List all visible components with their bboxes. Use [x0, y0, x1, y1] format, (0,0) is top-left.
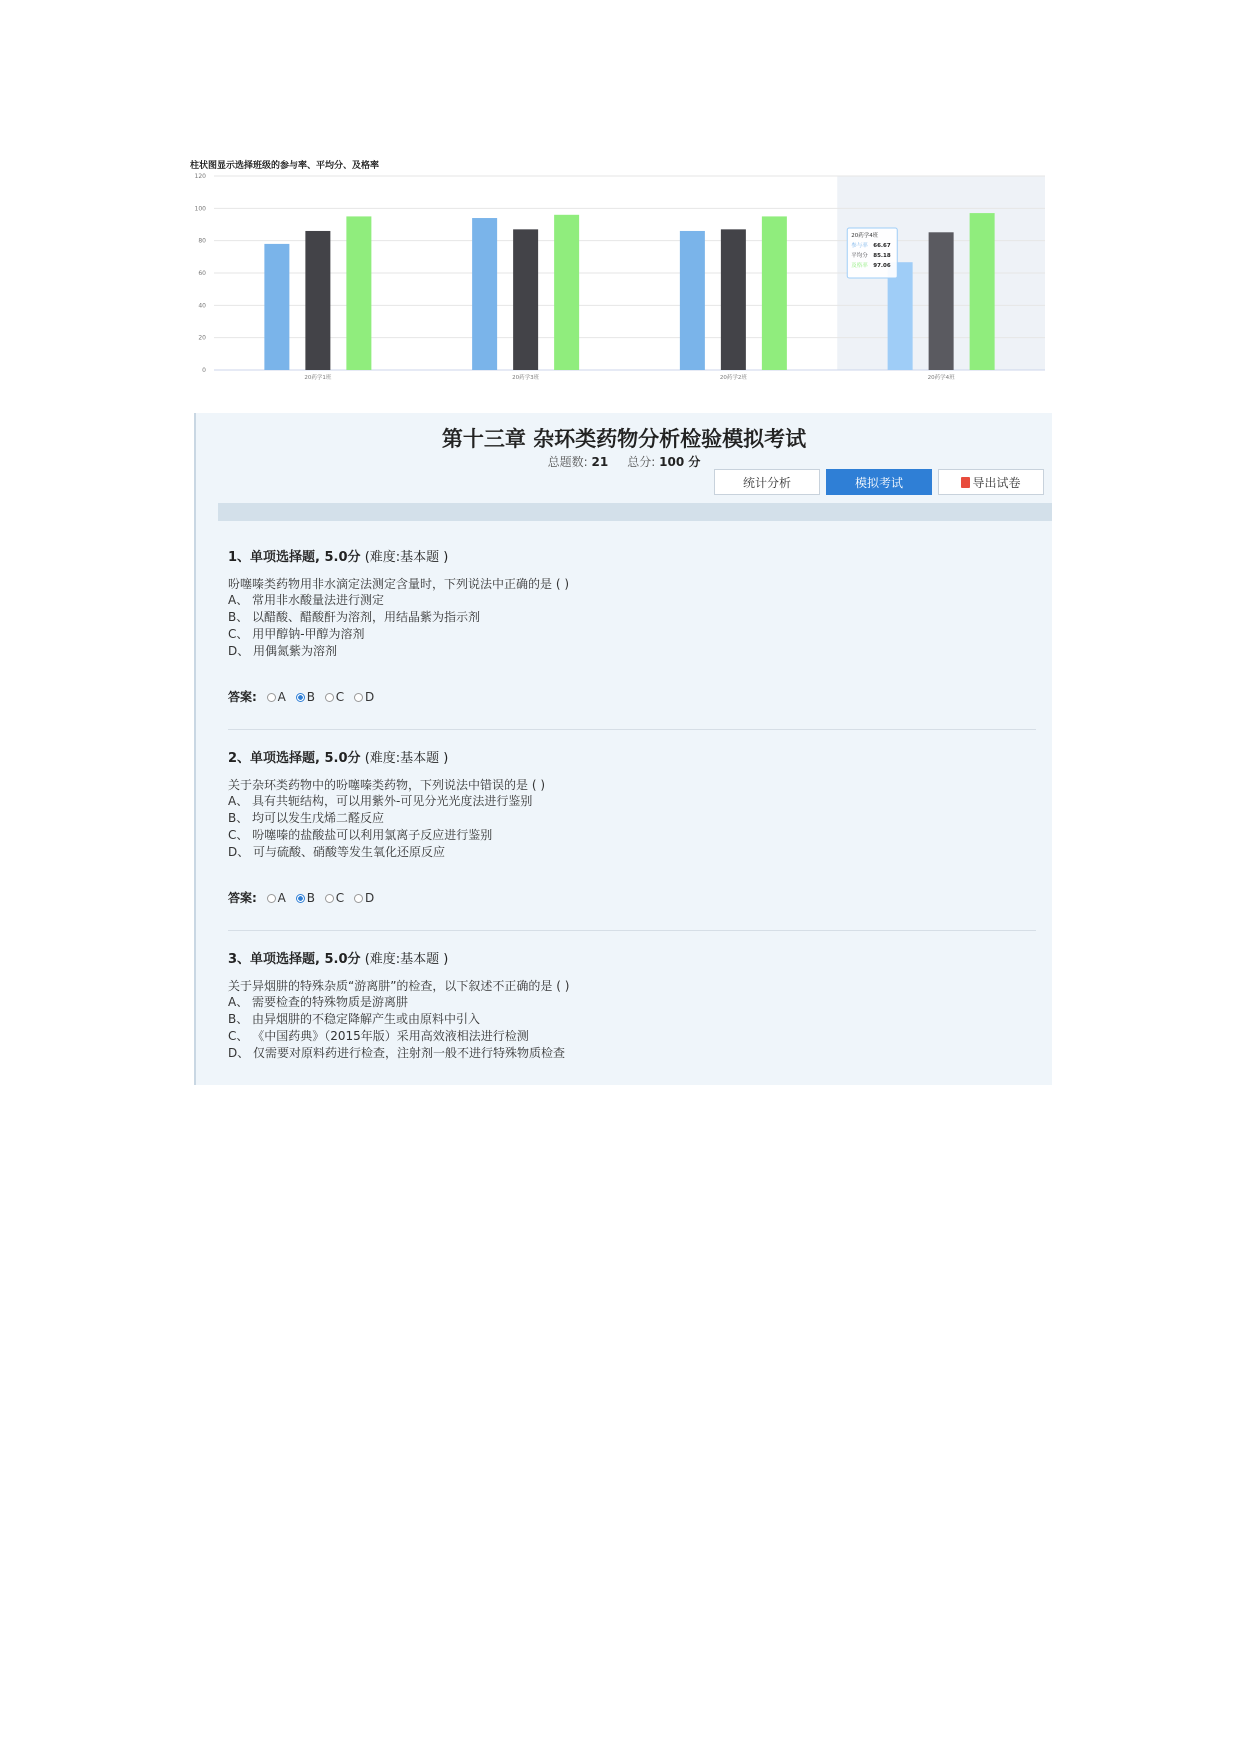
question-number: 1、单项选择题, 5.0分: [228, 550, 361, 565]
bar-3: [970, 213, 995, 370]
choice-a-label: A: [277, 891, 286, 905]
tooltip-value: 66.67: [873, 243, 891, 249]
question-1: [228, 546, 1044, 705]
radio-a[interactable]: [267, 894, 276, 903]
question-2: [228, 747, 1044, 906]
y-tick-label: 120: [194, 173, 206, 180]
bar-3: [762, 216, 787, 370]
export-label: 导出试卷: [972, 476, 1021, 490]
toolbar-strip: [218, 503, 1052, 521]
radio-d[interactable]: [354, 693, 363, 702]
difficulty: (难度:基本题 ): [364, 952, 449, 967]
tooltip-label: 及格率: [851, 263, 868, 269]
option-b: B、 均可以发生戊烯二醛反应: [228, 811, 385, 825]
question-stem: 关于异烟肼的特殊杂质“游离肼”的检查，以下叙述不正确的是 ( ): [228, 979, 570, 993]
option-d: D、 用偶氮紫为溶剂: [228, 644, 338, 658]
score-value: 100 分: [659, 455, 701, 469]
option-a: A、 需要检查的特殊物质是游离肼: [228, 995, 409, 1009]
question-3: [228, 948, 1044, 1062]
answer-row: [228, 688, 1044, 705]
divider: [228, 930, 1036, 931]
question-stem: 关于杂环类药物中的吩噻嗪类药物，下列说法中错误的是 ( ): [228, 778, 545, 792]
choice-d-label: D: [364, 891, 375, 905]
option-a: A、 常用非水酸量法进行测定: [228, 593, 385, 607]
tooltip-value: 97.06: [873, 263, 891, 269]
chart-svg: [190, 170, 1050, 390]
stats-button[interactable]: 统计分析: [714, 469, 820, 495]
page-title: 第十三章 杂环类药物分析检验模拟考试: [441, 427, 807, 451]
y-tick-label: 20: [198, 334, 206, 342]
y-tick-label: 60: [198, 270, 206, 277]
radio-d[interactable]: [354, 894, 363, 903]
choice-d-label: D: [364, 690, 375, 704]
option-d: D、 可与硫酸、硝酸等发生氧化还原反应: [228, 845, 446, 859]
y-tick-label: 80: [198, 237, 206, 245]
bar-2: [513, 229, 538, 370]
mock-exam-button[interactable]: 模拟考试: [826, 469, 932, 495]
count-value: 21: [591, 455, 609, 469]
choice-c-label: C: [335, 690, 345, 704]
y-tick-label: 100: [194, 205, 206, 213]
bar-1: [680, 231, 705, 370]
difficulty: (难度:基本题 ): [364, 751, 449, 766]
export-paper-button[interactable]: [938, 469, 1044, 495]
answer-label: 答案:: [228, 690, 257, 704]
bar-3: [554, 215, 579, 370]
tooltip-label: 参与率: [851, 243, 868, 249]
count-label: 总题数:: [547, 455, 588, 469]
divider: [228, 729, 1036, 730]
choice-b-label: B: [306, 690, 315, 704]
bar-3: [346, 216, 371, 370]
question-stem: 吩噻嗪类药物用非水滴定法测定含量时，下列说法中正确的是 ( ): [228, 577, 569, 591]
bar-2: [305, 231, 330, 370]
exam-meta: [196, 453, 1052, 470]
bar-1: [472, 218, 497, 370]
bar-2: [721, 229, 746, 370]
bar-2: [929, 232, 954, 370]
y-tick-label: 0: [202, 367, 206, 374]
option-b: B、 由异烟肼的不稳定降解产生或由原料中引入: [228, 1012, 481, 1026]
radio-c[interactable]: [325, 894, 334, 903]
x-tick-label: 20药学3班: [512, 375, 540, 381]
radio-b[interactable]: [296, 693, 305, 702]
x-tick-label: 20药学2班: [719, 375, 747, 381]
radio-c[interactable]: [325, 693, 334, 702]
question-number: 3、单项选择题, 5.0分: [228, 952, 361, 967]
x-tick-label: 20药学1班: [304, 375, 332, 381]
choice-c-label: C: [335, 891, 345, 905]
answer-row: [228, 889, 1044, 906]
option-c: C、 《中国药典》（2015年版）采用高效液相法进行检测: [228, 1029, 529, 1043]
exam-panel: [194, 413, 1052, 1085]
class-stats-chart: [190, 158, 1050, 390]
x-tick-label: 20药学4班: [927, 375, 955, 381]
chart-title: 柱状图显示选择班级的参与率、平均分、及格率: [190, 161, 380, 171]
radio-a[interactable]: [267, 693, 276, 702]
option-c: C、 用甲醇钠-甲醇为溶剂: [228, 627, 365, 641]
tooltip-value: 85.18: [873, 253, 891, 259]
option-c: C、 吩噻嗪的盐酸盐可以利用氯离子反应进行鉴别: [228, 828, 493, 842]
option-b: B、 以醋酸、醋酸酐为溶剂，用结晶紫为指示剂: [228, 610, 481, 624]
difficulty: (难度:基本题 ): [364, 550, 449, 565]
tooltip-title: 20药学4班: [851, 233, 879, 239]
document-icon: [961, 477, 970, 488]
tooltip-label: 平均分: [851, 253, 868, 259]
y-tick-label: 40: [198, 302, 206, 310]
score-label: 总分:: [627, 455, 656, 469]
question-number: 2、单项选择题, 5.0分: [228, 751, 361, 766]
option-a: A、 具有共轭结构，可以用紫外-可见分光光度法进行鉴别: [228, 794, 533, 808]
choice-a-label: A: [277, 690, 286, 704]
bar-1: [264, 244, 289, 370]
radio-b[interactable]: [296, 894, 305, 903]
choice-b-label: B: [306, 891, 315, 905]
option-d: D、 仅需要对原料药进行检查，注射剂一般不进行特殊物质检查: [228, 1046, 566, 1060]
answer-label: 答案:: [228, 891, 257, 905]
